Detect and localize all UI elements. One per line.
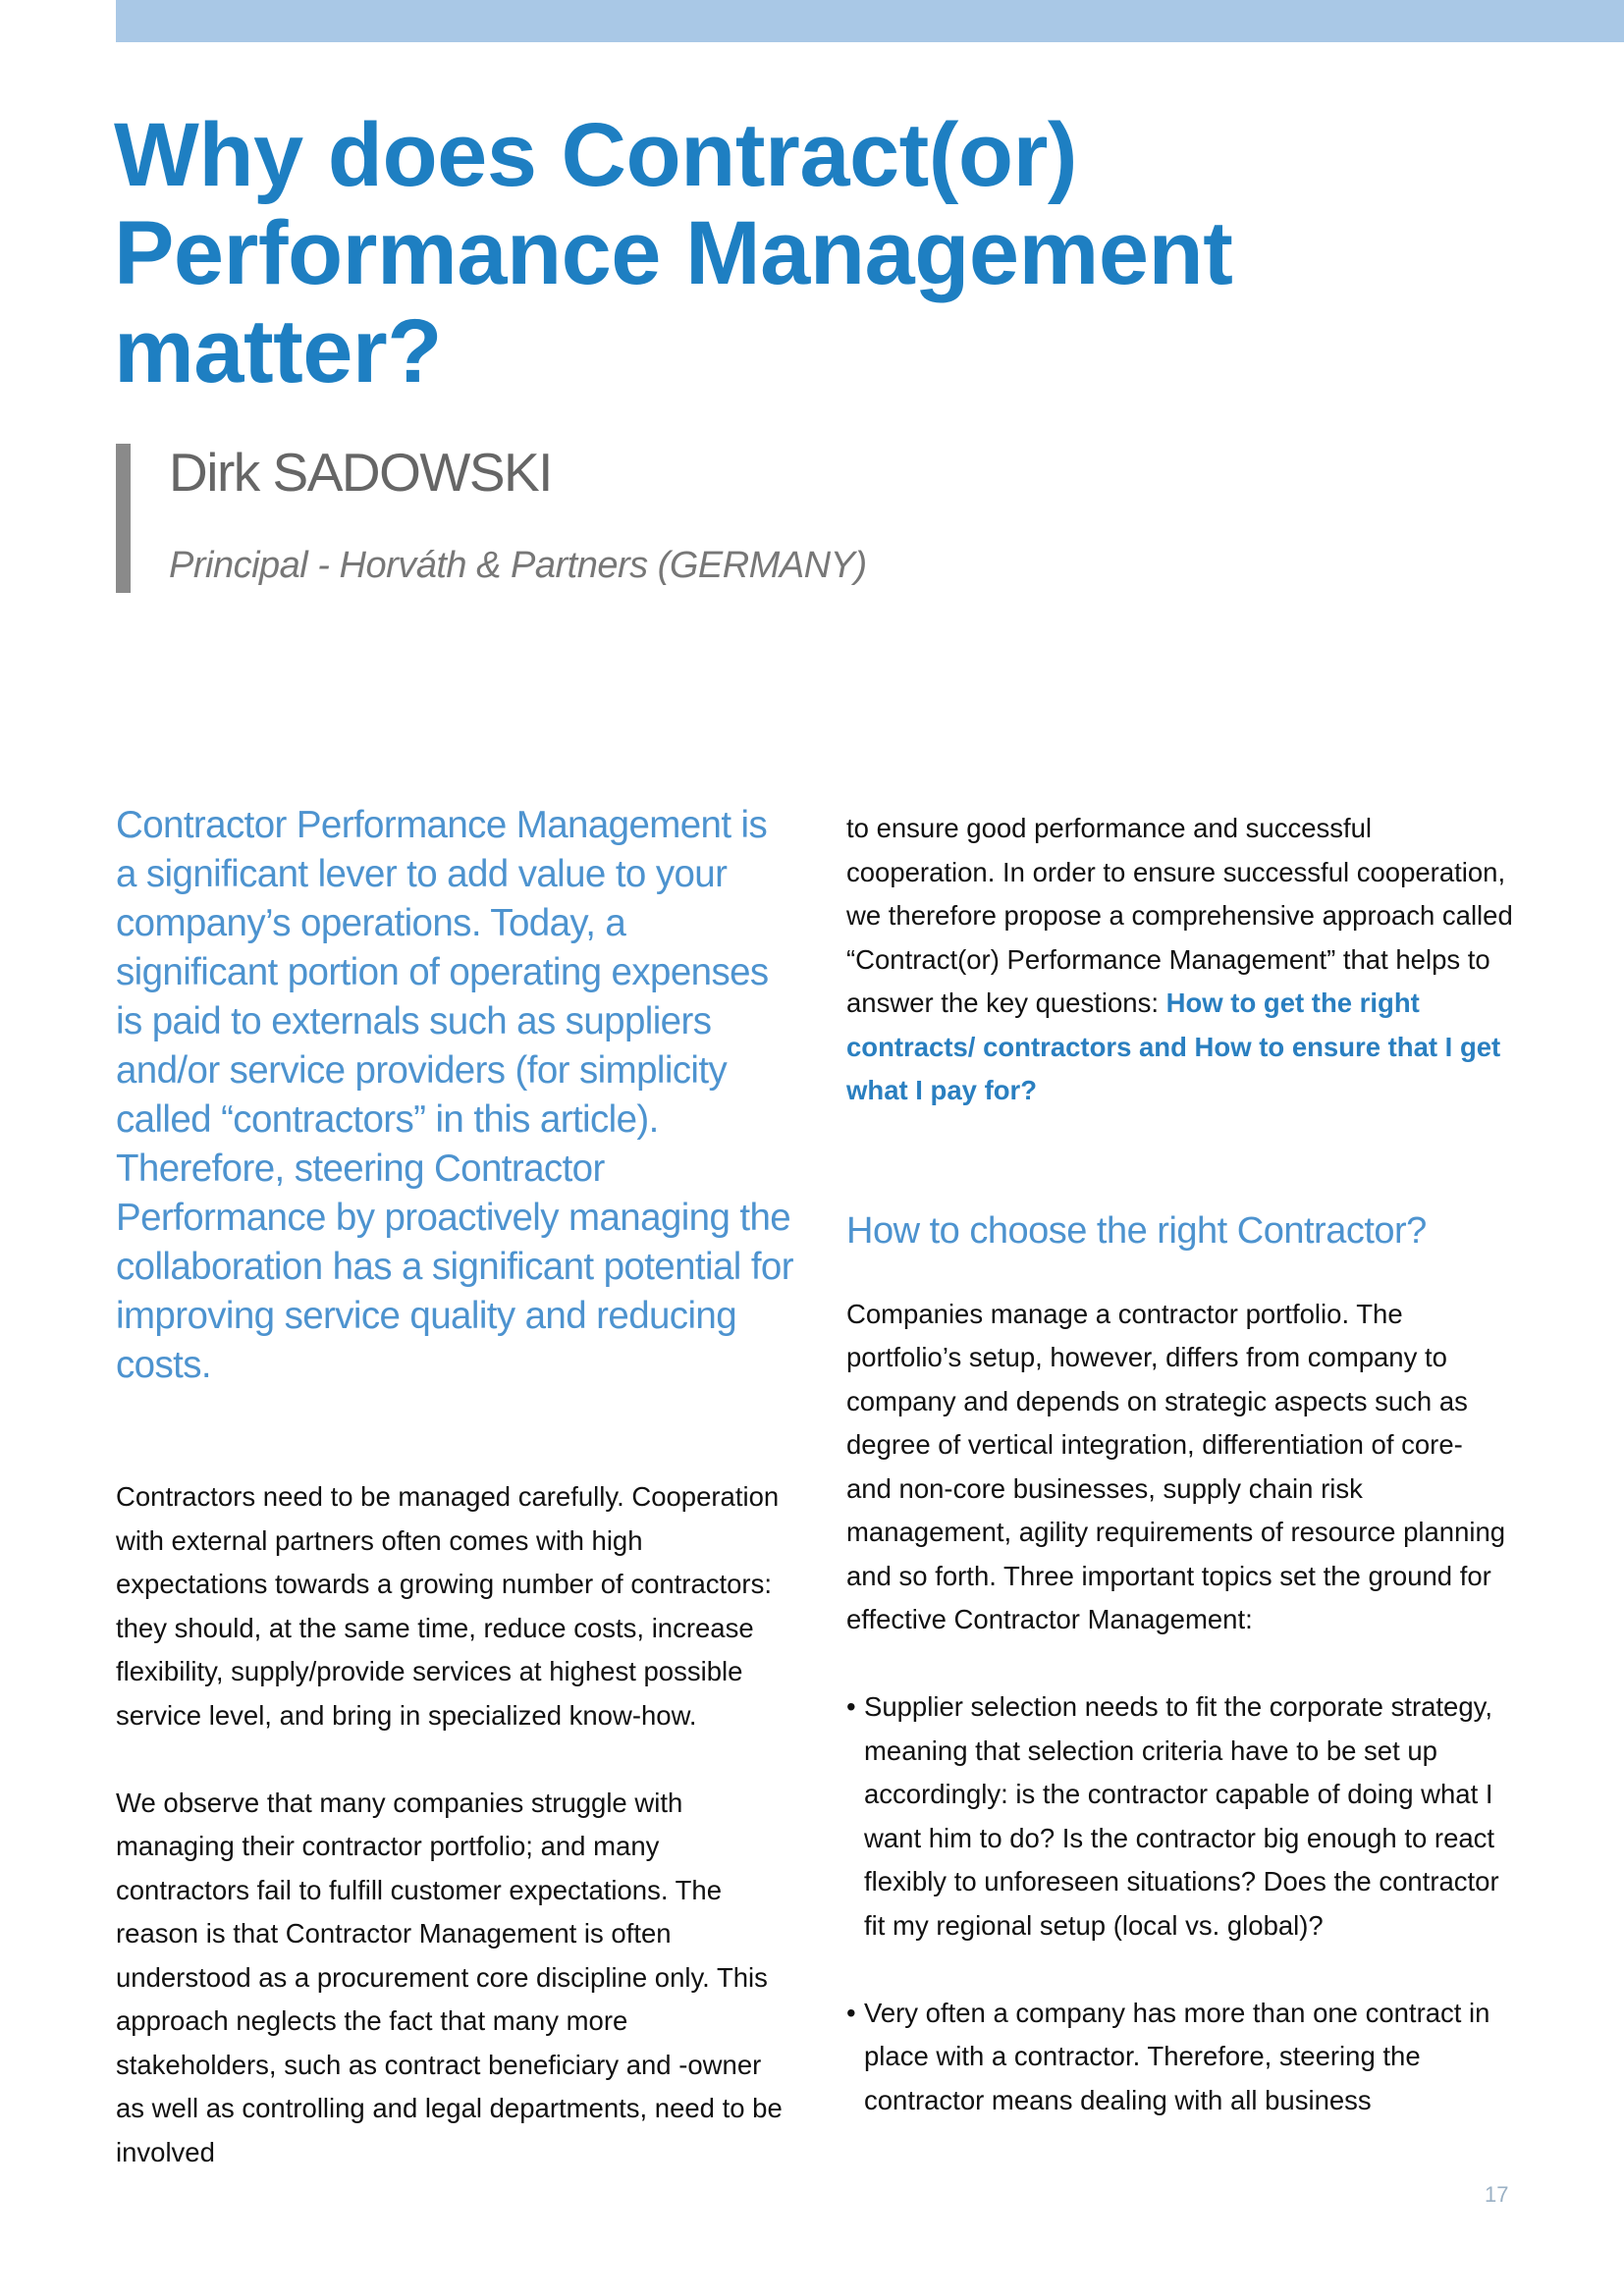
bullet-item xyxy=(846,1992,1514,2123)
author-name: Dirk SADOWSKI xyxy=(169,442,552,503)
lead-paragraph: Contractor Performance Management is a significant lever to add value to your company’s operations. Today, a significant portion of operating expenses is paid to externals such as suppliers and/or service providers (for simplicity called “contractors” in this article). Therefore, steering Contractor Performance by proactively managing the collaboration has a significant potential for improving service quality and reducing costs. xyxy=(116,804,793,1386)
bullet-marker: • xyxy=(846,1997,856,2028)
bullet-marker: • xyxy=(846,1691,856,1722)
key-questions-highlight: How to get the right contracts/ contractors and How to ensure that I get what I pay for? xyxy=(846,988,1501,1105)
author-accent-rule xyxy=(116,444,131,593)
right-column xyxy=(846,807,1514,2166)
bullet-text: Supplier selection needs to fit the corporate strategy, meaning that selection criteria have to be set up accordingly: is the contractor capable of doing what I want him to do? Is the contractor big enough to react flexibly to unforeseen situations? Does the contractor fit my regional setup (local vs. global)? xyxy=(864,1691,1499,1941)
continued-paragraph-text: to ensure good performance and successful cooperation. In order to ensure successful cooperation, we therefore propose a comprehensive approach called “Contract(or) Performance Management” that helps to answer the key questions: xyxy=(846,813,1513,1018)
left-column xyxy=(116,801,793,2174)
article-title: Why does Contract(or) Performance Management matter? xyxy=(114,105,1233,401)
topics-bullet-list xyxy=(846,1685,1514,2122)
continued-paragraph xyxy=(846,807,1514,1113)
header-color-bar xyxy=(116,0,1624,42)
bullet-text: Very often a company has more than one contract in place with a contractor. Therefore, steering the contractor means dealing with all business xyxy=(864,1997,1490,2115)
section-paragraph: Companies manage a contractor portfolio. The portfolio’s setup, however, differs from company to company and depends on strategic aspects such as degree of vertical integration, differentiation of core- and non-core businesses, supply chain risk management, agility requirements of resource planning and so forth. Three important topics set the ground for effective Contractor Management: xyxy=(846,1298,1506,1634)
body-paragraph-2: We observe that many companies struggle with managing their contractor portfolio; and many contractors fail to fulfill customer expectations. The reason is that Contractor Management is often understood as a procurement core discipline only. This approach neglects the fact that many more stakeholders, such as contract beneficiary and -owner as well as controlling and legal departments, need to be involved xyxy=(116,1787,783,2167)
bullet-item xyxy=(846,1685,1514,1948)
section-subheading: How to choose the right Contractor? xyxy=(846,1209,1427,1252)
author-role: Principal - Horváth & Partners (GERMANY) xyxy=(169,545,867,586)
page-number: 17 xyxy=(1485,2182,1509,2207)
body-paragraph-1: Contractors need to be managed carefully. Cooperation with external partners often comes with high expectations towards a growing number of contractors: they should, at the same time, reduce costs, increase flexibility, supply/provide services at highest possible service level, and bring in specialized know-how. xyxy=(116,1481,780,1731)
